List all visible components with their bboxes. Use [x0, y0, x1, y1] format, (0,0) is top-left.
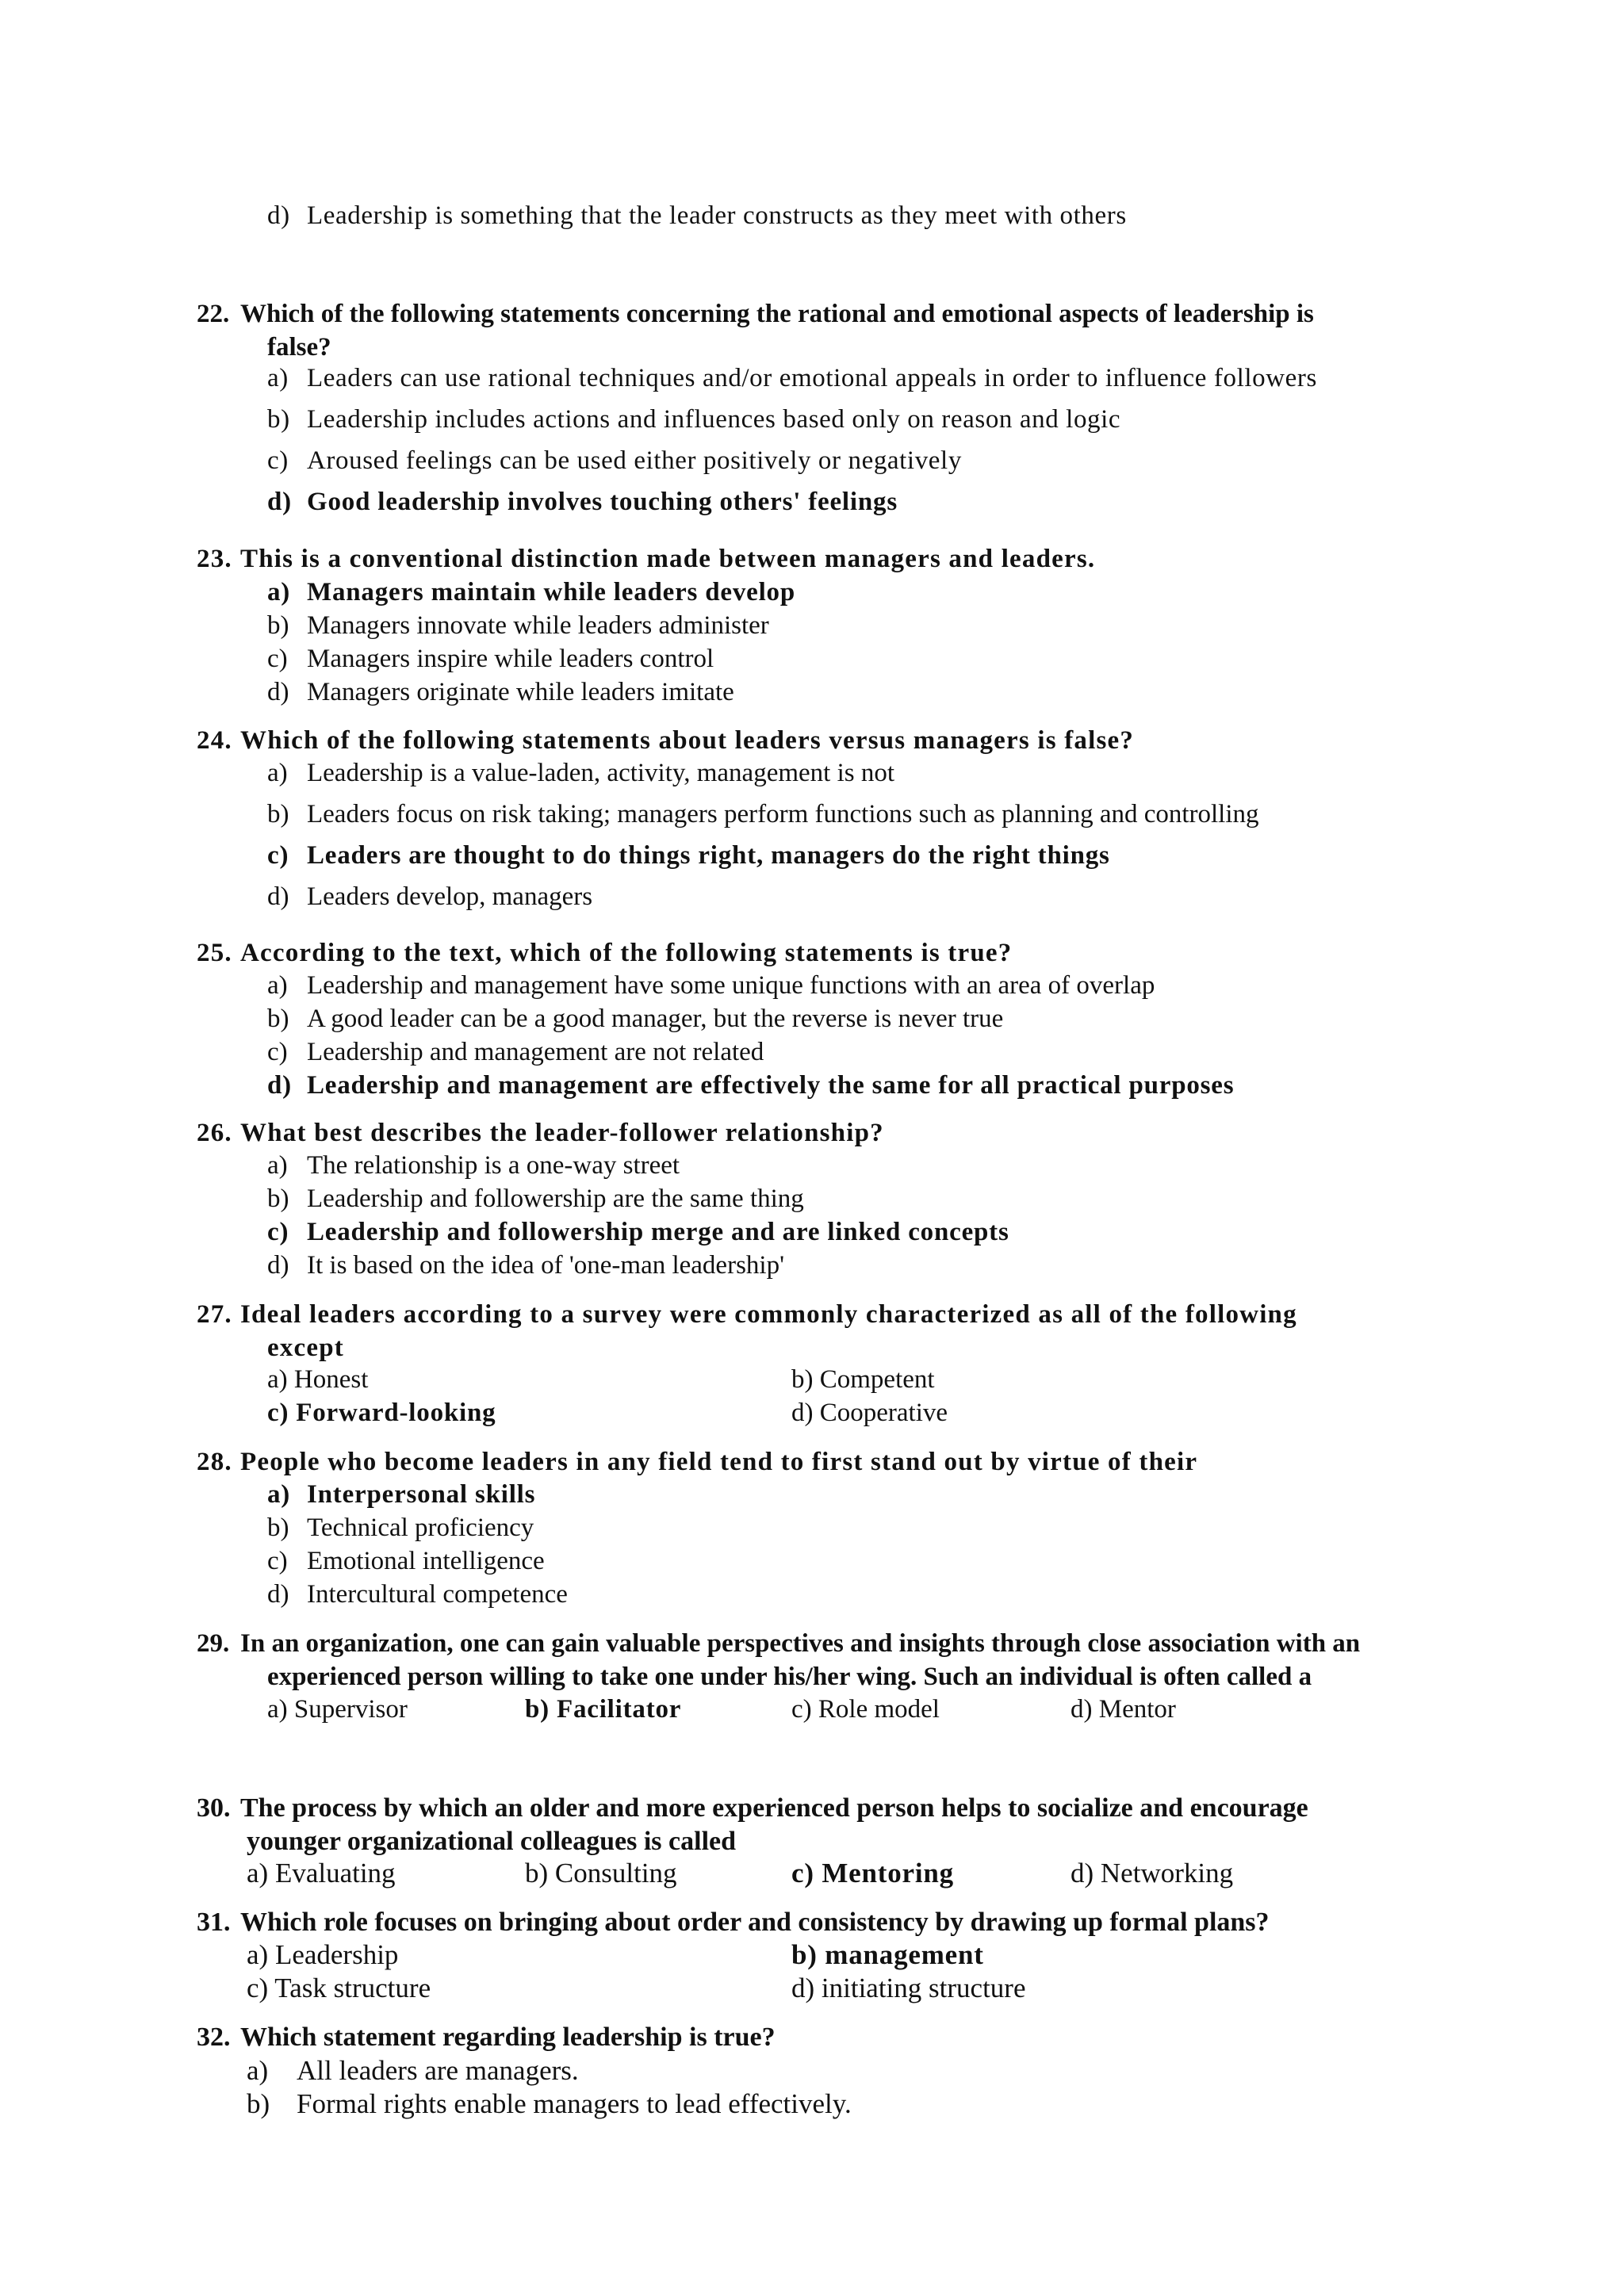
question-23: 23. This is a conventional distinction made between managers and leaders.	[197, 545, 1096, 573]
q32-option-b: b) Formal rights enable managers to lead effectively.	[247, 2088, 852, 2119]
q30-option-c-correct: c) Mentoring	[791, 1858, 954, 1888]
question-31: 31. Which role focuses on bringing about order and consistency by drawing up formal plans?	[197, 1908, 1270, 1937]
q24-option-d: d) Leaders develop, managers	[267, 882, 593, 911]
q29-option-a: a) Supervisor	[267, 1695, 408, 1724]
question-24: 24. Which of the following statements about leaders versus managers is false?	[197, 726, 1135, 755]
q28-option-c: c) Emotional intelligence	[267, 1547, 545, 1575]
question-22: 22. Which of the following statements concerning the rational and emotional aspects of leadership is false?	[197, 300, 1314, 362]
q26-option-a: a) The relationship is a one-way street	[267, 1151, 680, 1180]
q23-option-b: b) Managers innovate while leaders administer	[267, 611, 769, 640]
q32-option-a: a) All leaders are managers.	[247, 2055, 579, 2086]
q23-option-d: d) Managers originate while leaders imitate	[267, 678, 734, 706]
question-28: 28. People who become leaders in any field tend to first stand out by virtue of their	[197, 1448, 1198, 1476]
q29-option-d: d) Mentor	[1071, 1695, 1176, 1724]
q28-option-d: d) Intercultural competence	[267, 1580, 568, 1609]
q24-option-c-correct: c) Leaders are thought to do things right, managers do the right things	[267, 841, 1110, 870]
q28-option-b: b) Technical proficiency	[267, 1513, 534, 1542]
q31-option-b-correct: b) management	[791, 1939, 984, 1970]
q29-option-c: c) Role model	[791, 1695, 940, 1724]
q31-option-c: c) Task structure	[247, 1973, 431, 2003]
q27-option-b: b) Competent	[791, 1365, 935, 1394]
q26-option-c-correct: c) Leadership and followership merge and are linked concepts	[267, 1218, 1009, 1246]
q25-option-a: a) Leadership and management have some unique functions with an area of overlap	[267, 971, 1155, 1000]
q30-option-b: b) Consulting	[525, 1858, 677, 1888]
q27-option-d: d) Cooperative	[791, 1399, 948, 1427]
q22-option-c: c) Aroused feelings can be used either positively or negatively	[267, 446, 962, 475]
q22-option-d-correct: d) Good leadership involves touching others' feelings	[267, 488, 898, 516]
q24-option-b: b) Leaders focus on risk taking; managers perform functions such as planning and controlling	[267, 800, 1259, 828]
q25-option-d-correct: d) Leadership and management are effectively the same for all practical purposes	[267, 1071, 1235, 1100]
question-25: 25. According to the text, which of the following statements is true?	[197, 939, 1013, 967]
q27-option-a: a) Honest	[267, 1365, 369, 1394]
q23-option-c: c) Managers inspire while leaders control	[267, 645, 714, 673]
question-29: 29. In an organization, one can gain valuable perspectives and insights through close association with an experienced person willing to take one under his/her wing. Such an individual is often called a	[197, 1629, 1361, 1691]
q31-option-d: d) initiating structure	[791, 1973, 1026, 2003]
q30-option-d: d) Networking	[1071, 1858, 1234, 1888]
question-27: 27. Ideal leaders according to a survey were commonly characterized as all of the following except	[197, 1300, 1297, 1362]
question-32: 32. Which statement regarding leadership is true?	[197, 2022, 776, 2052]
q26-option-b: b) Leadership and followership are the same thing	[267, 1184, 804, 1213]
q29-option-b-marked: b) Facilitator	[525, 1695, 682, 1724]
q25-option-c: c) Leadership and management are not related	[267, 1038, 764, 1066]
q22-option-a: a) Leaders can use rational techniques and/or emotional appeals in order to influence followers	[267, 364, 1317, 392]
question-30: 30. The process by which an older and more experienced person helps to socialize and encourage younger organizational colleagues is called	[197, 1793, 1308, 1856]
q26-option-d: d) It is based on the idea of 'one-man leadership'	[267, 1251, 785, 1280]
q24-option-a: a) Leadership is a value-laden, activity, management is not	[267, 759, 895, 787]
question-26: 26. What best describes the leader-follower relationship?	[197, 1119, 884, 1147]
q21-option-d: d) Leadership is something that the leader constructs as they meet with others	[267, 201, 1127, 230]
q28-option-a-correct: a) Interpersonal skills	[267, 1480, 536, 1509]
q23-option-a-correct: a) Managers maintain while leaders develop	[267, 578, 795, 607]
q31-option-a: a) Leadership	[247, 1939, 399, 1970]
q22-option-b: b) Leadership includes actions and influences based only on reason and logic	[267, 405, 1121, 434]
q27-option-c-correct: c) Forward-looking	[267, 1399, 496, 1427]
q30-option-a: a) Evaluating	[247, 1858, 396, 1888]
q25-option-b: b) A good leader can be a good manager, but the reverse is never true	[267, 1004, 1004, 1033]
